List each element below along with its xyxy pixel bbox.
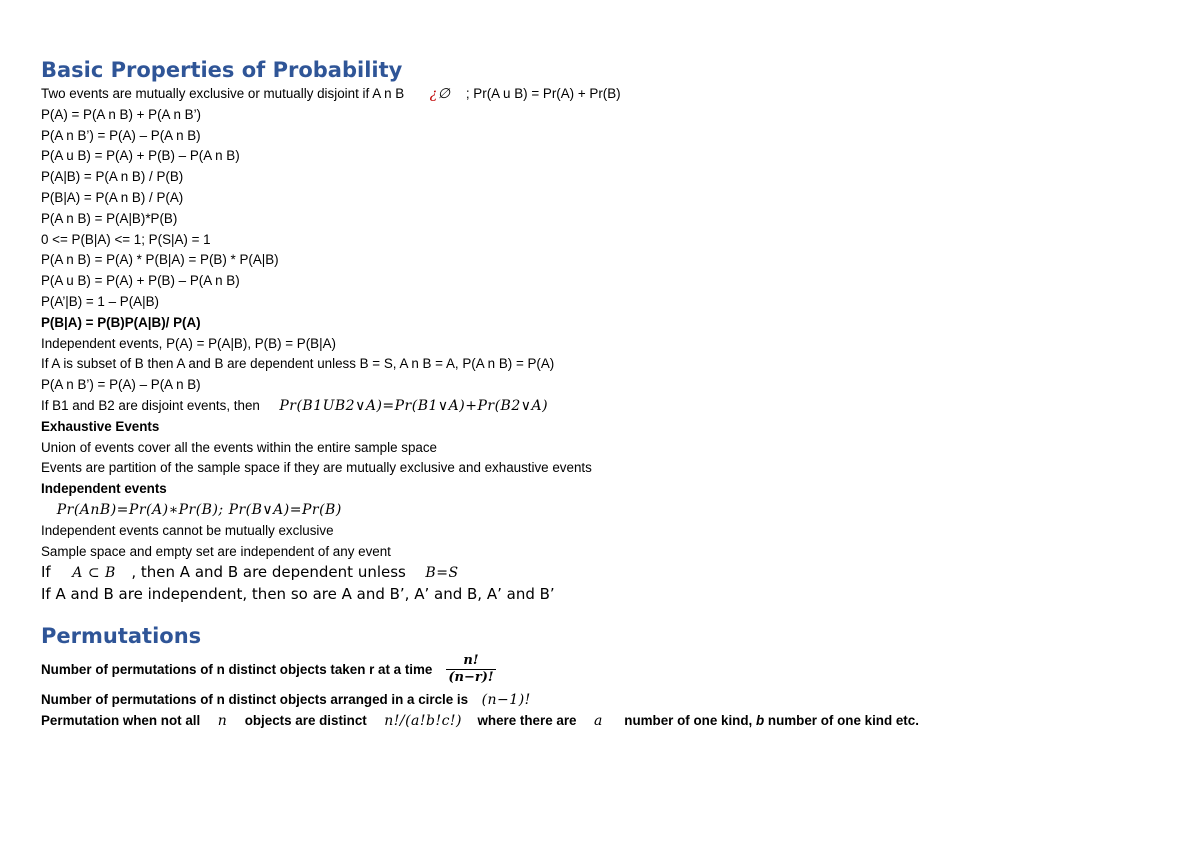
- prop-line: P(A) = P(A n B) + P(A n B’): [41, 106, 202, 122]
- perm3-text-b: objects are distinct: [244, 712, 367, 728]
- perm3-text-d: number of one kind,: [624, 712, 753, 728]
- perm1-text: Number of permutations of n distinct objects taken r at a time: [41, 661, 433, 677]
- a-variable: a: [593, 712, 603, 729]
- independent-final-line: If A and B are independent, then so are A and B’, A’ and B, A’ and B’: [41, 585, 555, 604]
- n-variable: n: [217, 712, 228, 729]
- independent-formula-line: [41, 500, 1161, 521]
- perm3-text-e: number of one kind etc.: [767, 712, 919, 728]
- prop-line: P(A’|B) = 1 – P(A|B): [41, 293, 159, 309]
- disjoint-line: [41, 396, 1161, 417]
- fraction-denominator: (n−r)!: [448, 670, 494, 686]
- document-page: [41, 56, 1161, 732]
- perm3-text-c: where there are: [477, 712, 577, 728]
- b-variable: b: [755, 712, 765, 728]
- prop-line: P(A n B’) = P(A) – P(A n B): [41, 127, 201, 143]
- distinct-formula: n!/(a!b!c!): [384, 712, 463, 729]
- disjoint-text: If B1 and B2 are disjoint events, then: [41, 397, 260, 413]
- if-word: If: [41, 563, 51, 582]
- subset-line: If A is subset of B then A and B are dependent unless B = S, A n B = A, P(A n B) = P(A): [41, 356, 555, 372]
- fraction-numerator: n!: [463, 653, 479, 669]
- permutation-line-2: [41, 690, 1161, 711]
- independent-line: Independent events cannot be mutually exclusive: [41, 522, 334, 538]
- prop-line: P(A u B) = P(A) + P(B) – P(A n B): [41, 148, 240, 164]
- independent-heading: Independent events: [41, 481, 167, 497]
- empty-set-symbol: ∅: [437, 86, 451, 102]
- prop-line: P(A n B) = P(A) * P(B|A) = P(B) * P(A|B): [41, 252, 279, 268]
- prop-line: P(A|B) = P(A n B) / P(B): [41, 169, 184, 185]
- exhaustive-line: Union of events cover all the events within the entire sample space: [41, 439, 437, 455]
- prop-line: P(A n B) = P(A|B)*P(B): [41, 210, 178, 226]
- permutation-line-3: [41, 711, 1161, 732]
- mutex-line: [41, 84, 1161, 105]
- permutation-line-1: [41, 650, 1161, 690]
- independent-formula: Pr(AnB)=Pr(A)∗Pr(B); Pr(B∨A)=Pr(B): [56, 501, 342, 518]
- permutation-fraction: [446, 653, 495, 686]
- mutex-tail: ; Pr(A u B) = Pr(A) + Pr(B): [465, 86, 621, 101]
- partition-line: Events are partition of the sample space if they are mutually exclusive and exhaustive events: [41, 460, 592, 476]
- section-title-permutations: Permutations: [41, 623, 202, 648]
- disjoint-formula: Pr(B1UB2∨A)=Pr(B1∨A)+Pr(B2∨A): [279, 397, 549, 414]
- complement-line: P(A n B’) = P(A) – P(A n B): [41, 377, 201, 393]
- exhaustive-heading: Exhaustive Events: [41, 418, 160, 434]
- perm3-text-a: Permutation when not all: [41, 712, 201, 728]
- subset-formula: A ⊂ B: [72, 565, 116, 582]
- circle-formula: (n−1)!: [481, 691, 531, 708]
- equal-formula: B=S: [425, 565, 459, 582]
- dependent-text: , then A and B are dependent unless: [131, 563, 406, 582]
- perm2-text: Number of permutations of n distinct objects arranged in a circle is: [41, 691, 469, 707]
- dependent-line: [41, 562, 1161, 584]
- bayes-line: P(B|A) = P(B)P(A|B)/ P(A): [41, 314, 201, 330]
- independent-line: Sample space and empty set are independent of any event: [41, 543, 391, 559]
- mutex-text: Two events are mutually exclusive or mutually disjoint if A n B: [41, 86, 405, 101]
- prop-line: P(B|A) = P(A n B) / P(A): [41, 189, 184, 205]
- prop-line: P(A u B) = P(A) + P(B) – P(A n B): [41, 273, 240, 289]
- section-title-probability: Basic Properties of Probability: [41, 58, 403, 82]
- mutex-symbol-q: ¿: [429, 86, 438, 102]
- prop-line: 0 <= P(B|A) <= 1; P(S|A) = 1: [41, 231, 211, 247]
- independent-events-line: Independent events, P(A) = P(A|B), P(B) = P(B|A): [41, 335, 336, 351]
